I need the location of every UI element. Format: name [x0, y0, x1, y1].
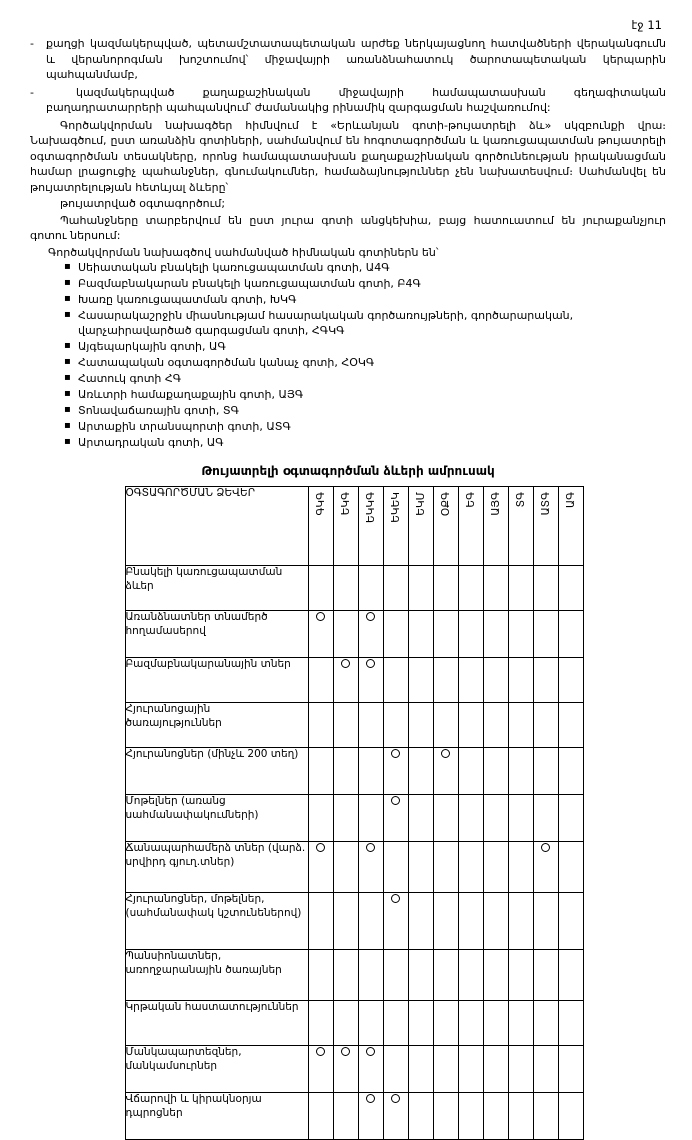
matrix-cell: [383, 703, 408, 748]
circle-mark-icon: [341, 1047, 350, 1056]
matrix-cell: [458, 703, 483, 748]
column-header: [433, 487, 458, 566]
matrix-cell: [458, 748, 483, 795]
matrix-cell: [358, 950, 383, 1001]
matrix-cell: [383, 893, 408, 950]
list-item: ▪ Սեիատական բնակելի կառուցապատման գոտի, Ա4Գ: [64, 261, 666, 276]
table-row: [125, 1093, 583, 1140]
table-row: [125, 950, 583, 1001]
column-header-label: ՏԳ: [514, 492, 527, 508]
row-label: Հյուրանոցներ (մինչև 200 տեղ): [125, 748, 308, 795]
column-header-label: ԳԿԳ: [314, 492, 327, 516]
matrix-cell: [433, 893, 458, 950]
circle-mark-icon: [316, 1047, 325, 1056]
circle-mark-icon: [366, 1094, 375, 1103]
column-header: [408, 487, 433, 566]
matrix-cell: [408, 611, 433, 658]
matrix-cell: [333, 950, 358, 1001]
matrix-cell: [383, 1046, 408, 1093]
matrix-cell: [308, 1093, 333, 1140]
matrix-cell: [333, 611, 358, 658]
body-paragraph-2: թույատրված օգտագործում;: [60, 197, 226, 210]
matrix-cell: [483, 893, 508, 950]
matrix-cell: [383, 950, 408, 1001]
matrix-cell: [433, 842, 458, 893]
matrix-cell: [408, 795, 433, 842]
matrix-cell: [358, 795, 383, 842]
matrix-cell: [408, 703, 433, 748]
matrix-cell: [458, 1046, 483, 1093]
dash-marker: -: [30, 37, 34, 50]
matrix-cell: [508, 658, 533, 703]
zone-list: [30, 261, 666, 450]
matrix-cell: [483, 1001, 508, 1046]
matrix-cell: [508, 566, 533, 611]
column-header-label: ԵԿԳ: [339, 492, 352, 516]
matrix-cell: [333, 658, 358, 703]
table-row: [125, 795, 583, 842]
matrix-cell: [308, 703, 333, 748]
column-header-label: ԵԿԿԳ: [364, 492, 377, 523]
matrix-cell: [533, 1093, 558, 1140]
table-row: [125, 566, 583, 611]
matrix-cell: [483, 611, 508, 658]
column-header: [533, 487, 558, 566]
corner-header: ՕԳՏԱԳՈՐԾՄԱՆ ՁԵՎԵՐ: [125, 487, 308, 566]
dash-marker: -: [30, 85, 34, 99]
matrix-cell: [508, 893, 533, 950]
page-number: էջ 11: [631, 18, 662, 32]
row-label: Բազմաբնակարանային տներ: [125, 658, 308, 703]
matrix-cell: [408, 566, 433, 611]
matrix-cell: [358, 1093, 383, 1140]
matrix-cell: [333, 748, 358, 795]
column-header: [483, 487, 508, 566]
list-item: ▪ Բազմաբնակարան բնակելի կառուցապատման գոտի, Բ4Գ: [64, 277, 666, 292]
matrix-cell: [408, 658, 433, 703]
circle-mark-icon: [316, 612, 325, 621]
matrix-cell: [458, 1093, 483, 1140]
column-header-label: ԵԳ: [464, 492, 477, 508]
matrix-cell: [533, 842, 558, 893]
matrix-cell: [433, 950, 458, 1001]
matrix-cell: [433, 611, 458, 658]
matrix-cell: [533, 950, 558, 1001]
matrix-cell: [483, 566, 508, 611]
matrix-cell: [383, 1001, 408, 1046]
matrix-cell: [558, 1046, 583, 1093]
column-header: [358, 487, 383, 566]
matrix-cell: [408, 748, 433, 795]
matrix-cell: [333, 1001, 358, 1046]
matrix-cell: [483, 658, 508, 703]
matrix-cell: [383, 842, 408, 893]
matrix-cell: [508, 1046, 533, 1093]
circle-mark-icon: [391, 894, 400, 903]
matrix-cell: [533, 611, 558, 658]
matrix-cell: [458, 1001, 483, 1046]
matrix-cell: [308, 566, 333, 611]
matrix-cell: [358, 748, 383, 795]
matrix-cell: [533, 893, 558, 950]
list-item: ▪ Արտադրական գոտի, ԱԳ: [64, 436, 666, 451]
matrix-cell: [458, 795, 483, 842]
row-label: Ճանապարհամերձ տներ (վարձ. սրվիրդ գյուղ.տներ): [125, 842, 308, 893]
list-item: ▪ Հասարակաշրջին միասնությամ հասարակական գործառույթների, գործարարական, վարչաիրավարծած գարգացման գոտի, ՀԳԿԳ: [64, 309, 666, 338]
matrix-cell: [533, 748, 558, 795]
matrix-cell: [458, 566, 483, 611]
list-item: ▪ Հատապական օգտագործման կանաչ գոտի, ՀՕԿԳ: [64, 356, 666, 371]
matrix-cell: [458, 658, 483, 703]
matrix-cell: [558, 748, 583, 795]
matrix-cell: [533, 795, 558, 842]
paragraph-dash-2: [30, 85, 666, 116]
table-row: [125, 658, 583, 703]
column-header-label: ՕՔԳ: [439, 492, 452, 517]
matrix-cell: [508, 611, 533, 658]
matrix-cell: [558, 611, 583, 658]
row-label: Վճարովի և կիրակնօրյա դպրոցներ: [125, 1093, 308, 1140]
matrix-cell: [433, 566, 458, 611]
matrix-cell: [558, 950, 583, 1001]
matrix-cell: [433, 1093, 458, 1140]
matrix-cell: [408, 1001, 433, 1046]
matrix-cell: [308, 1001, 333, 1046]
list-item: ▪ Խառը կառուցապատման գոտի, ԽԿԳ: [64, 293, 666, 308]
column-header-label: ԱՏԳ: [539, 492, 552, 516]
table-title: Թույատրելի օգտագործման ձևերի ամրուսակ: [201, 464, 495, 478]
matrix-cell: [333, 1046, 358, 1093]
matrix-cell: [358, 611, 383, 658]
paragraph-text: կազմակերպված քաղաքաշինական միջավայրի համապատասխան գեղագիտական բաղադրատարրերի պահպանվում՝ ժամանակից րինամիկ զարգացման հաշվառումով:: [46, 85, 666, 114]
matrix-cell: [508, 703, 533, 748]
matrix-cell: [483, 1093, 508, 1140]
matrix-cell: [333, 1093, 358, 1140]
matrix-cell: [558, 1093, 583, 1140]
matrix-cell: [483, 795, 508, 842]
matrix-cell: [358, 842, 383, 893]
matrix-cell: [508, 1093, 533, 1140]
matrix-cell: [333, 703, 358, 748]
note-paragraph: Պահանջները տարբերվում են ըստ յուրա գոտի անցկեխիա, բայց հատուատում են յուրաքանչյուր գոտու ներսում:: [30, 213, 666, 242]
matrix-cell: [483, 748, 508, 795]
matrix-cell: [508, 950, 533, 1001]
table-header-row: [125, 487, 583, 566]
row-label: Մանկապարտեզներ, մանկամսուրներ: [125, 1046, 308, 1093]
table-container: [30, 486, 666, 1140]
table-row: [125, 893, 583, 950]
matrix-cell: [558, 703, 583, 748]
list-item: ▪ Տոնավաճառային գոտի, ՏԳ: [64, 404, 666, 419]
column-header: [308, 487, 333, 566]
zone-list-intro: Գործակվորման նախագծով սահմանված հիմնական գոտիներն են՝: [48, 245, 439, 259]
table-row: [125, 748, 583, 795]
matrix-cell: [383, 1093, 408, 1140]
matrix-cell: [333, 893, 358, 950]
matrix-cell: [358, 1001, 383, 1046]
row-label: Բնակելի կառուցապատման ձևեր: [125, 566, 308, 611]
table-row: [125, 611, 583, 658]
usage-matrix-table: [125, 486, 584, 1140]
table-body: [125, 566, 583, 1140]
row-label: Հյուրանոցային ծառայություններ: [125, 703, 308, 748]
matrix-cell: [508, 795, 533, 842]
circle-mark-icon: [341, 659, 350, 668]
matrix-cell: [408, 893, 433, 950]
matrix-cell: [433, 1001, 458, 1046]
matrix-cell: [408, 950, 433, 1001]
matrix-cell: [308, 748, 333, 795]
matrix-cell: [408, 1046, 433, 1093]
body-paragraph-1: Գործակվորման նախագծեր հիմնվում է «Երևանյան գոտի-թույատրելի ձև» սկզբունքի վրա։ Նախագծում, ըստ առանձին գոտիների, սահմանվում են հոգոտագործման և կառուցապատման թույատրելի օգտագործման տեսակները, որոնց համապատասխան քաղաքաշինական գործունեության իրականացման համար լրացուցիչ պահանջներ, գնումակումներ, համաձայնություններ չեն նախատեսվում։ Սահմանվել են թույատրելության հետևյալ ձևերը՝: [30, 118, 666, 194]
matrix-cell: [433, 1046, 458, 1093]
matrix-cell: [308, 842, 333, 893]
list-item: ▪ Արտաքին տրանսպորտի գոտի, ԱՏԳ: [64, 420, 666, 435]
row-label: Կրթական հաստատություններ: [125, 1001, 308, 1046]
matrix-cell: [383, 658, 408, 703]
table-row: [125, 842, 583, 893]
circle-mark-icon: [391, 796, 400, 805]
matrix-cell: [433, 658, 458, 703]
matrix-cell: [308, 893, 333, 950]
matrix-cell: [558, 842, 583, 893]
circle-mark-icon: [366, 843, 375, 852]
matrix-cell: [358, 566, 383, 611]
matrix-cell: [333, 842, 358, 893]
matrix-cell: [408, 1093, 433, 1140]
matrix-cell: [358, 658, 383, 703]
matrix-cell: [533, 703, 558, 748]
row-label: Առանձնատներ տնամերծ հողամասերով: [125, 611, 308, 658]
circle-mark-icon: [441, 749, 450, 758]
matrix-cell: [508, 748, 533, 795]
circle-mark-icon: [366, 1047, 375, 1056]
list-item: ▪ Հատուկ գոտի ՀԳ: [64, 372, 666, 387]
matrix-cell: [558, 795, 583, 842]
matrix-cell: [558, 1001, 583, 1046]
column-header-label: ԵԿՄ: [414, 492, 427, 516]
circle-mark-icon: [391, 1094, 400, 1103]
matrix-cell: [308, 611, 333, 658]
matrix-cell: [358, 703, 383, 748]
column-header: [508, 487, 533, 566]
table-row: [125, 1001, 583, 1046]
list-item: ▪ Առևտրի համաքաղաքային գոտի, ԱՅԳ: [64, 388, 666, 403]
column-header-label: ԵԿԵԿ: [389, 492, 402, 523]
matrix-cell: [383, 611, 408, 658]
matrix-cell: [408, 842, 433, 893]
circle-mark-icon: [391, 749, 400, 758]
matrix-cell: [383, 795, 408, 842]
matrix-cell: [433, 703, 458, 748]
matrix-cell: [308, 795, 333, 842]
paragraph-dash-1: [30, 36, 666, 83]
matrix-cell: [533, 1001, 558, 1046]
matrix-cell: [533, 1046, 558, 1093]
matrix-cell: [483, 703, 508, 748]
matrix-cell: [483, 842, 508, 893]
matrix-cell: [558, 566, 583, 611]
matrix-cell: [383, 748, 408, 795]
column-header: [333, 487, 358, 566]
matrix-cell: [358, 893, 383, 950]
paragraph-text: քաղցի կազմակերպված, պետամշտատապետական արժեք ներկայացնող հատվածների վերականգումն և վերանորոգման խոշտումով՝ միջավայրի առանձնահատուկ ծարոտապետական կերպարին պահպանմամբ,: [46, 37, 666, 81]
matrix-cell: [483, 950, 508, 1001]
column-header-label: ԱԳ: [564, 492, 577, 508]
row-label: Մոթելներ (առանց սահմանափակումների): [125, 795, 308, 842]
matrix-cell: [383, 566, 408, 611]
circle-mark-icon: [541, 843, 550, 852]
column-header: [383, 487, 408, 566]
matrix-cell: [458, 893, 483, 950]
matrix-cell: [433, 795, 458, 842]
matrix-cell: [558, 893, 583, 950]
row-label: Պանսիոնատներ, առողջարանային ծառայներ: [125, 950, 308, 1001]
matrix-cell: [358, 1046, 383, 1093]
matrix-cell: [308, 950, 333, 1001]
matrix-cell: [508, 1001, 533, 1046]
list-item: ▪ Այգեպարկային գոտի, ԱԳ: [64, 340, 666, 355]
table-row: [125, 1046, 583, 1093]
matrix-cell: [308, 1046, 333, 1093]
matrix-cell: [458, 611, 483, 658]
matrix-cell: [458, 842, 483, 893]
circle-mark-icon: [366, 659, 375, 668]
row-label: Հյուրանոցներ, մոթելներ, (սահմանափակ կշտունեներով): [125, 893, 308, 950]
column-header-label: ԱՅԳ: [489, 492, 502, 516]
matrix-cell: [308, 658, 333, 703]
circle-mark-icon: [316, 843, 325, 852]
matrix-cell: [333, 566, 358, 611]
circle-mark-icon: [366, 612, 375, 621]
table-row: [125, 703, 583, 748]
matrix-cell: [533, 566, 558, 611]
matrix-cell: [333, 795, 358, 842]
matrix-cell: [483, 1046, 508, 1093]
matrix-cell: [533, 658, 558, 703]
matrix-cell: [558, 658, 583, 703]
column-header: [558, 487, 583, 566]
matrix-cell: [458, 950, 483, 1001]
matrix-cell: [508, 842, 533, 893]
matrix-cell: [433, 748, 458, 795]
column-header: [458, 487, 483, 566]
